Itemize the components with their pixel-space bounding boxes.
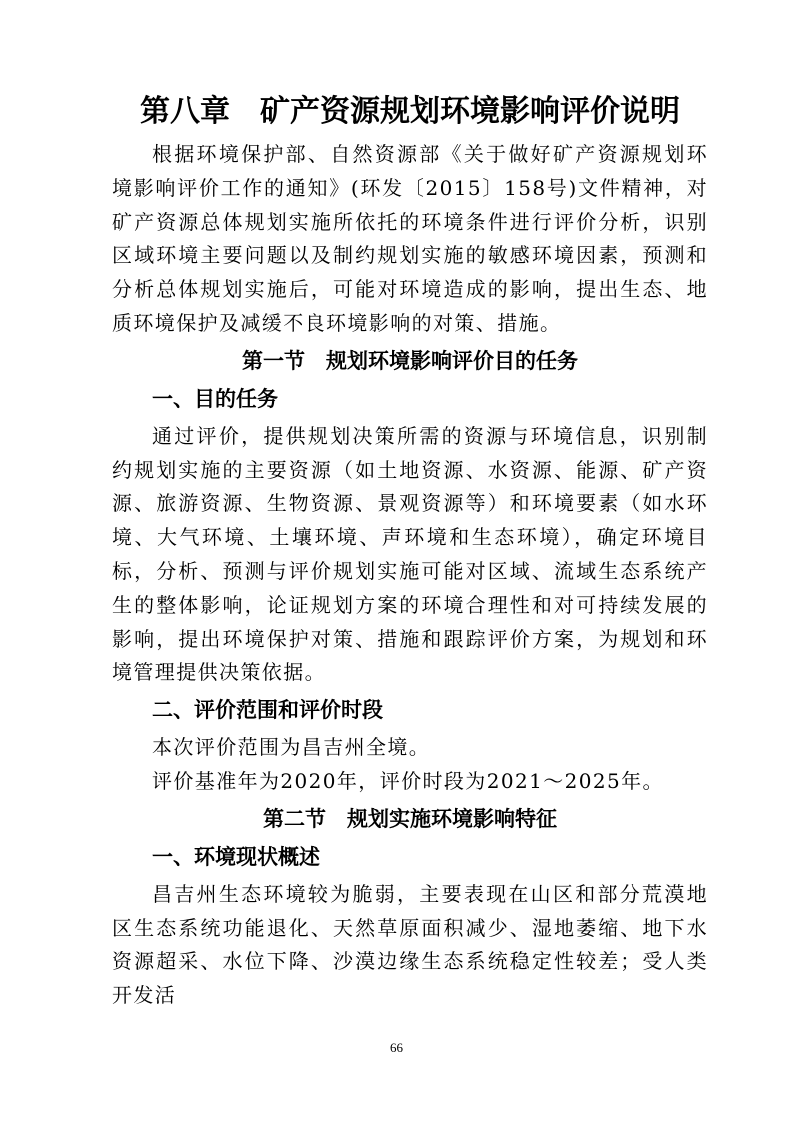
section-1-title: 第一节 规划环境影响评价目的任务 bbox=[242, 348, 578, 373]
section-2-title: 第二节 规划实施环境影响特征 bbox=[263, 806, 557, 831]
section-2-sub-1-paragraph: 昌吉州生态环境较为脆弱，主要表现在山区和部分荒漠地区生态系统功能退化、天然草原面积减少、湿地萎缩、地下水资源超采、水位下降、沙漠边缘生态系统稳定性较差；受人类开发活 bbox=[112, 881, 708, 1008]
chapter-intro-paragraph: 根据环境保护部、自然资源部《关于做好矿产资源规划环境影响评价工作的通知》(环发〔2015〕158号)文件精神，对矿产资源总体规划实施所依托的环境条件进行评价分析，识别区域环境主要问题以及制约规划实施的敏感环境因素，预测和分析总体规划实施后，可能对环境造成的影响，提出生态、地质环境保护及减缓不良环境影响的对策、措施。 bbox=[112, 142, 708, 335]
section-1-sub-2-title: 二、评价范围和评价时段 bbox=[152, 698, 383, 723]
chapter-title: 第八章 矿产资源规划环境影响评价说明 bbox=[140, 94, 680, 129]
page-content bbox=[112, 90, 708, 1013]
section-1-sub-1-title: 一、目的任务 bbox=[152, 386, 278, 411]
section-2-sub-1-title: 一、环境现状概述 bbox=[152, 844, 320, 869]
page-number: 66 bbox=[390, 1040, 403, 1055]
evaluation-scope-paragraph: 本次评价范围为昌吉州全境。 bbox=[152, 735, 431, 760]
section-1-sub-1-paragraph: 通过评价，提供规划决策所需的资源与环境信息，识别制约规划实施的主要资源（如土地资源、水资源、能源、矿产资源、旅游资源、生物资源、景观资源等）和环境要素（如水环境、大气环境、土壤环境、声环境和生态环境），确定环境目标，分析、预测与评价规划实施可能对区域、流域生态系统产生的整体影响，论证规划方案的环境合理性和对可持续发展的影响，提出环境保护对策、措施和跟踪评价方案，为规划和环境管理提供决策依据。 bbox=[112, 423, 708, 685]
evaluation-period-paragraph: 评价基准年为2020年，评价时段为2021～2025年。 bbox=[152, 768, 664, 793]
